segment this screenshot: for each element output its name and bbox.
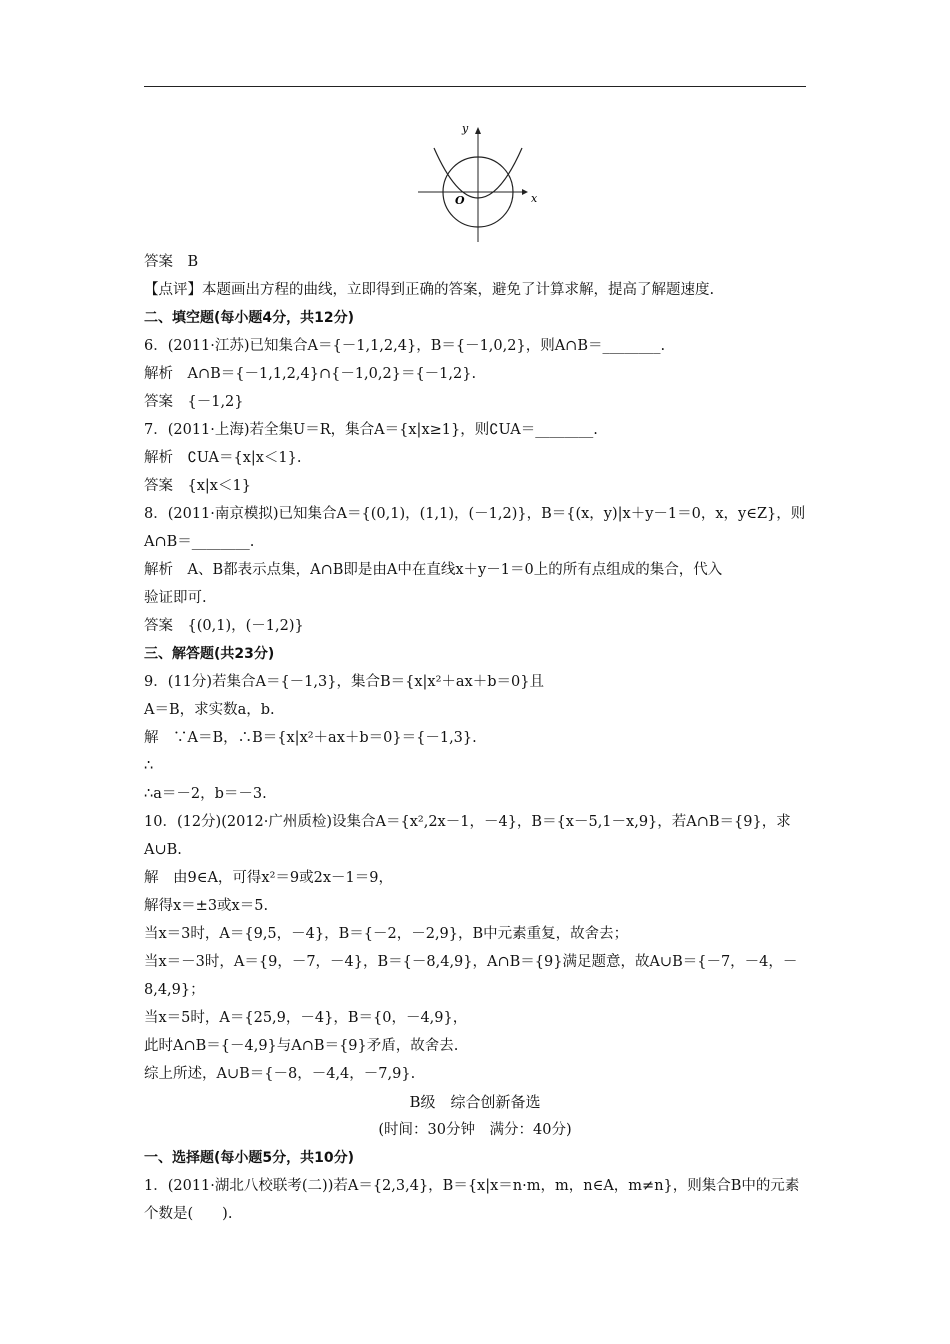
- y-axis-label: y: [462, 122, 469, 135]
- question-7: 7．(2011·上海)若全集U＝R，集合A＝{x|x≥1}，则∁UA＝________.: [144, 422, 598, 438]
- solution-10-line5: 8,4,9}；: [144, 982, 205, 998]
- section-solve: 三、解答题(共23分): [144, 646, 275, 662]
- solution-9-line1: 解 ∵A＝B，∴B＝{x|x²＋ax＋b＝0}＝{－1,3}.: [144, 730, 477, 746]
- solution-10-line7: 此时A∩B＝{－4,9}与A∩B＝{9}矛盾，故舍去.: [144, 1038, 459, 1054]
- analysis-7: 解析 ∁UA＝{x|x＜1}.: [144, 450, 302, 466]
- solution-10-line3: 当x＝3时，A＝{9,5，－4}，B＝{－2，－2,9}，B中元素重复，故舍去；: [144, 926, 629, 942]
- question-b1-line2: 个数是( ).: [144, 1206, 233, 1222]
- section-fill-in: 二、填空题(每小题4分，共12分): [144, 310, 355, 326]
- question-10-line1: 10．(12分)(2012·广州质检)设集合A＝{x²,2x－1，－4}，B＝{x－5,1－x,9}，若A∩B＝{9}，求: [144, 814, 791, 830]
- section-choice: 一、选择题(每小题5分，共10分): [144, 1150, 355, 1166]
- answer-5: 答案 B: [144, 254, 199, 270]
- question-6: 6．(2011·江苏)已知集合A＝{－1,1,2,4}，B＝{－1,0,2}，则A∩B＝________.: [144, 338, 666, 354]
- answer-7: 答案 {x|x＜1}: [144, 478, 251, 494]
- question-b1-line1: 1．(2011·湖北八校联考(二))若A＝{2,3,4}，B＝{x|x＝n·m，m，n∈A，m≠n}，则集合B中的元素: [144, 1178, 800, 1194]
- solution-10-line4: 当x＝－3时，A＝{9，－7，－4}，B＝{－8,4,9}，A∩B＝{9}满足题意，故A∪B＝{－7，－4，－: [144, 954, 798, 970]
- level-b-heading: B级 综合创新备选: [409, 1093, 541, 1111]
- header-rule: [144, 86, 806, 87]
- time-score-line: (时间：30分钟 满分：40分): [378, 1122, 572, 1138]
- solution-10-line1: 解 由9∈A，可得x²＝9或2x－1＝9，: [144, 870, 393, 886]
- question-9-line2: A＝B，求实数a，b.: [144, 702, 275, 718]
- analysis-8-line1: 解析 A、B都表示点集，A∩B即是由A中在直线x＋y－1＝0上的所有点组成的集合，代入: [144, 562, 723, 578]
- solution-9-line3: ∴a＝－2，b＝－3.: [144, 786, 267, 802]
- question-8-line2: A∩B＝________.: [144, 534, 255, 550]
- origin-label: O: [455, 194, 465, 207]
- solution-10-line2: 解得x＝±3或x＝5.: [144, 898, 269, 914]
- answer-6: 答案 {－1,2}: [144, 394, 244, 410]
- analysis-6: 解析 A∩B＝{－1,1,2,4}∩{－1,0,2}＝{－1,2}.: [144, 366, 477, 382]
- question-8-line1: 8．(2011·南京模拟)已知集合A＝{(0,1)，(1,1)，(－1,2)}，B＝{(x，y)|x＋y－1＝0，x，y∈Z}，则: [144, 506, 806, 522]
- solution-10-line8: 综上所述，A∪B＝{－8，－4,4，－7,9}.: [144, 1066, 416, 1082]
- comment-line: 【点评】本题画出方程的曲线，立即得到正确的答案，避免了计算求解，提高了解题速度.: [144, 282, 715, 298]
- circle-parabola-figure: [418, 120, 538, 245]
- question-10-line2: A∪B.: [144, 842, 182, 858]
- solution-10-line6: 当x＝5时，A＝{25,9，－4}，B＝{0，－4,9}，: [144, 1010, 468, 1026]
- question-9-line1: 9．(11分)若集合A＝{－1,3}，集合B＝{x|x²＋ax＋b＝0}且: [144, 674, 544, 690]
- solution-9-line2: ∴: [144, 758, 154, 774]
- x-axis-label: x: [531, 192, 538, 205]
- answer-8: 答案 {(0,1)，(－1,2)}: [144, 618, 304, 634]
- analysis-8-line2: 验证即可.: [144, 590, 207, 606]
